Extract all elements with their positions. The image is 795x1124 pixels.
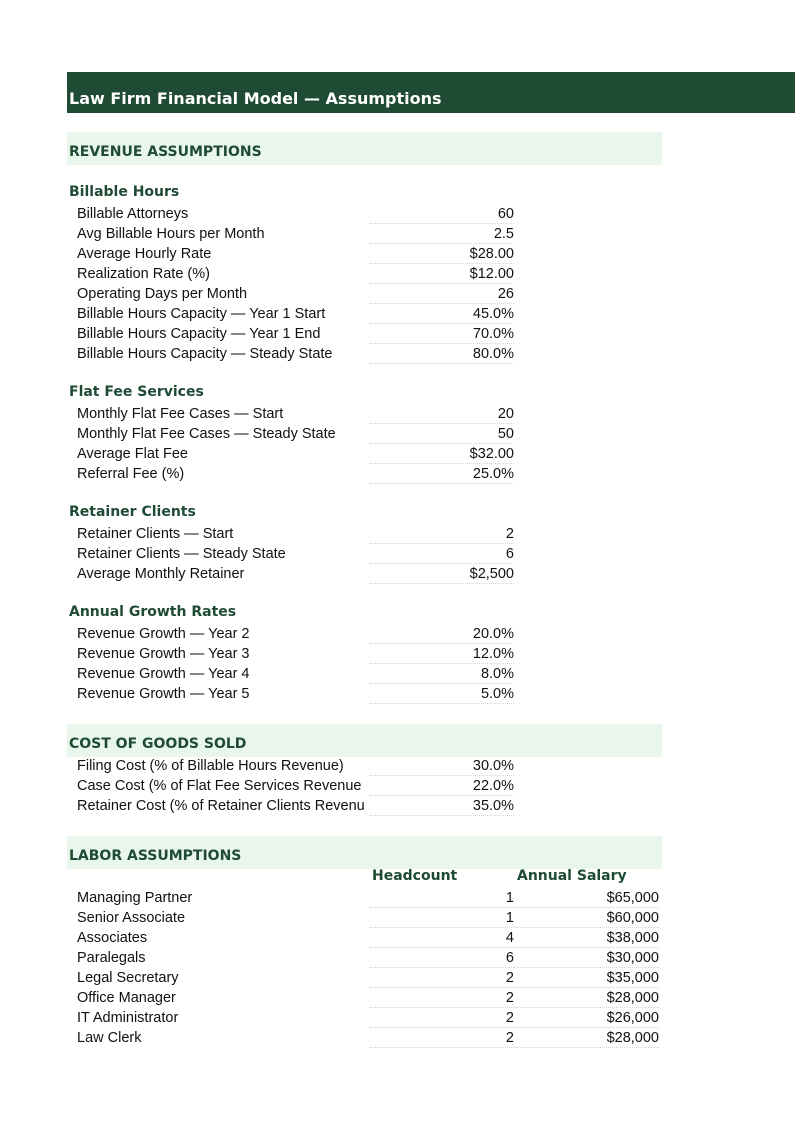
assumption-row — [0, 224, 795, 244]
labor-row — [0, 948, 795, 968]
page-title: Law Firm Financial Model — Assumptions — [69, 89, 442, 108]
salary-value[interactable]: $60,000 — [514, 908, 659, 928]
assumption-label: Operating Days per Month — [77, 286, 248, 302]
labor-row — [0, 1028, 795, 1048]
headcount-value[interactable]: 2 — [370, 988, 514, 1008]
assumption-label: Revenue Growth — Year 2 — [77, 626, 250, 642]
assumption-value[interactable]: 45.0% — [370, 304, 514, 324]
section-title: COST OF GOODS SOLD — [69, 736, 247, 752]
assumption-row — [0, 304, 795, 324]
group-title-retainer: Retainer Clients — [69, 504, 196, 520]
assumption-value[interactable]: 2 — [370, 524, 514, 544]
assumption-value[interactable]: 60 — [370, 204, 514, 224]
labor-role-label: Office Manager — [77, 990, 176, 1006]
labor-role-label: Legal Secretary — [77, 970, 179, 986]
assumption-row — [0, 324, 795, 344]
assumption-value[interactable]: 80.0% — [370, 344, 514, 364]
assumption-value[interactable]: $32.00 — [370, 444, 514, 464]
assumption-row — [0, 756, 795, 776]
assumption-row — [0, 284, 795, 304]
salary-value[interactable]: $26,000 — [514, 1008, 659, 1028]
assumption-label: Revenue Growth — Year 5 — [77, 686, 250, 702]
section-cogs-header — [67, 724, 662, 757]
assumption-row — [0, 444, 795, 464]
group-title-flat-fee: Flat Fee Services — [69, 384, 204, 400]
labor-row — [0, 988, 795, 1008]
assumption-label: Average Monthly Retainer — [77, 566, 245, 582]
assumption-value[interactable]: 30.0% — [370, 756, 514, 776]
section-revenue-header — [67, 132, 662, 165]
assumption-label: Retainer Clients — Start — [77, 526, 234, 542]
assumption-value[interactable]: 50 — [370, 424, 514, 444]
assumption-value[interactable]: 2.5 — [370, 224, 514, 244]
assumption-value[interactable]: 70.0% — [370, 324, 514, 344]
assumption-label: Monthly Flat Fee Cases — Steady State — [77, 426, 336, 442]
assumption-value[interactable]: 8.0% — [370, 664, 514, 684]
labor-role-label: Law Clerk — [77, 1030, 142, 1046]
group-title-billable-hours: Billable Hours — [69, 184, 180, 200]
salary-value[interactable]: $28,000 — [514, 1028, 659, 1048]
labor-row — [0, 1008, 795, 1028]
labor-role-label: Associates — [77, 930, 148, 946]
salary-value[interactable]: $30,000 — [514, 948, 659, 968]
salary-value[interactable]: $28,000 — [514, 988, 659, 1008]
labor-role-label: Managing Partner — [77, 890, 193, 906]
assumption-value[interactable]: 22.0% — [370, 776, 514, 796]
group-title-growth: Annual Growth Rates — [69, 604, 237, 620]
assumption-label: Revenue Growth — Year 4 — [77, 666, 250, 682]
headcount-value[interactable]: 1 — [370, 908, 514, 928]
assumption-row — [0, 684, 795, 704]
assumption-value[interactable]: 25.0% — [370, 464, 514, 484]
assumption-label: Billable Hours Capacity — Year 1 End — [77, 326, 321, 342]
headcount-value[interactable]: 2 — [370, 1008, 514, 1028]
assumption-label: Revenue Growth — Year 3 — [77, 646, 250, 662]
assumption-label: Billable Hours Capacity — Year 1 Start — [77, 306, 326, 322]
assumption-value[interactable]: $28.00 — [370, 244, 514, 264]
assumption-value[interactable]: 5.0% — [370, 684, 514, 704]
assumption-label: Retainer Cost (% of Retainer Clients Revenu — [77, 798, 365, 814]
assumption-row — [0, 664, 795, 684]
assumption-value[interactable]: 6 — [370, 544, 514, 564]
assumption-value[interactable]: 20.0% — [370, 624, 514, 644]
assumption-label: Retainer Clients — Steady State — [77, 546, 286, 562]
assumption-row — [0, 204, 795, 224]
headcount-value[interactable]: 6 — [370, 948, 514, 968]
salary-value[interactable]: $38,000 — [514, 928, 659, 948]
assumption-label: Case Cost (% of Flat Fee Services Revenue — [77, 778, 362, 794]
headcount-value[interactable]: 2 — [370, 968, 514, 988]
assumption-value[interactable]: $2,500 — [370, 564, 514, 584]
assumption-value[interactable]: 26 — [370, 284, 514, 304]
section-title: REVENUE ASSUMPTIONS — [69, 144, 262, 160]
assumption-label: Referral Fee (%) — [77, 466, 185, 482]
assumption-value[interactable]: 12.0% — [370, 644, 514, 664]
assumption-value[interactable]: 20 — [370, 404, 514, 424]
assumption-label: Average Hourly Rate — [77, 246, 212, 262]
assumption-row — [0, 464, 795, 484]
labor-row — [0, 908, 795, 928]
assumption-label: Filing Cost (% of Billable Hours Revenue) — [77, 758, 344, 774]
assumption-row — [0, 524, 795, 544]
labor-role-label: IT Administrator — [77, 1010, 179, 1026]
assumption-row — [0, 644, 795, 664]
labor-row — [0, 968, 795, 988]
assumption-row — [0, 404, 795, 424]
assumption-row — [0, 796, 795, 816]
assumption-row — [0, 544, 795, 564]
column-header-headcount: Headcount — [372, 868, 458, 884]
assumption-value[interactable]: $12.00 — [370, 264, 514, 284]
column-header-annual-salary: Annual Salary — [517, 868, 627, 884]
assumption-label: Realization Rate (%) — [77, 266, 210, 282]
assumption-value[interactable]: 35.0% — [370, 796, 514, 816]
assumption-row — [0, 344, 795, 364]
salary-value[interactable]: $35,000 — [514, 968, 659, 988]
salary-value[interactable]: $65,000 — [514, 888, 659, 908]
labor-role-label: Paralegals — [77, 950, 146, 966]
assumption-row — [0, 624, 795, 644]
assumption-row — [0, 264, 795, 284]
labor-row — [0, 888, 795, 908]
title-bar — [67, 72, 795, 113]
assumption-label: Monthly Flat Fee Cases — Start — [77, 406, 284, 422]
assumption-label: Billable Hours Capacity — Steady State — [77, 346, 333, 362]
assumption-row — [0, 564, 795, 584]
section-labor-header — [67, 836, 662, 869]
headcount-value[interactable]: 4 — [370, 928, 514, 948]
assumption-row — [0, 244, 795, 264]
assumption-row — [0, 776, 795, 796]
assumption-label: Billable Attorneys — [77, 206, 189, 222]
assumption-label: Average Flat Fee — [77, 446, 188, 462]
assumption-label: Avg Billable Hours per Month — [77, 226, 265, 242]
headcount-value[interactable]: 1 — [370, 888, 514, 908]
headcount-value[interactable]: 2 — [370, 1028, 514, 1048]
labor-role-label: Senior Associate — [77, 910, 186, 926]
assumption-row — [0, 424, 795, 444]
section-title: LABOR ASSUMPTIONS — [69, 848, 242, 864]
labor-row — [0, 928, 795, 948]
